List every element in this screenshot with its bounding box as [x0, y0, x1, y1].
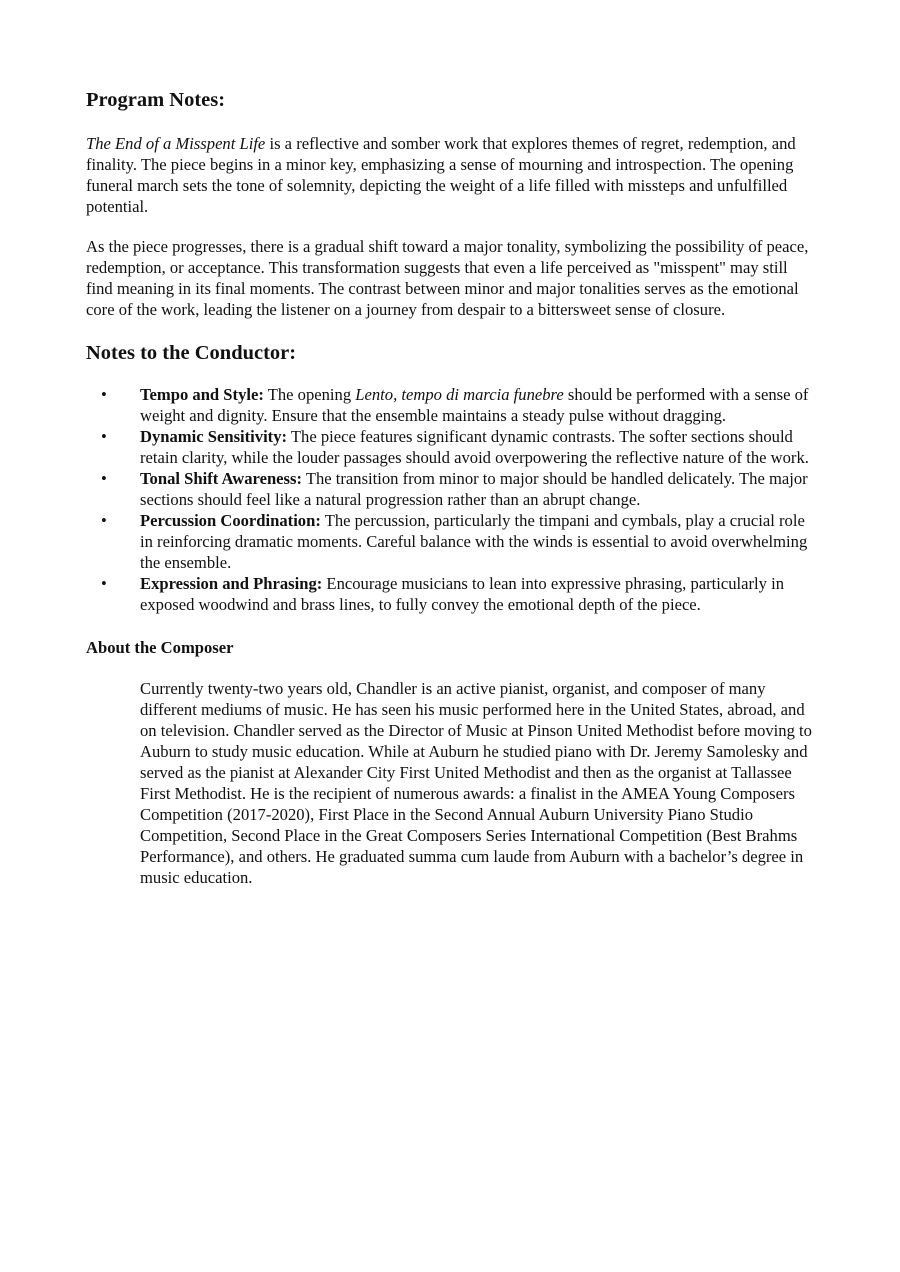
- paragraph-1-text: is a reflective and somber work that explores themes of regret, redemption, and finality. The piece begins in a minor key, emphasizing a sense of mourning and introspection. The opening funeral march sets the tone of solemnity, depicting the weight of a life filled with missteps and unfulfilled potential.: [86, 134, 796, 216]
- list-item-expression: [86, 573, 816, 615]
- list-item-percussion: [86, 510, 816, 573]
- list-item-term: Expression and Phrasing:: [140, 574, 323, 593]
- bullet-icon: •: [101, 469, 107, 488]
- list-item-text: Encourage musicians to lean into expressive phrasing, particularly in exposed woodwind and brass lines, to fully convey the emotional depth of the piece.: [140, 574, 785, 614]
- program-notes-paragraph-2: As the piece progresses, there is a gradual shift toward a major tonality, symbolizing the possibility of peace, redemption, or acceptance. This transformation suggests that even a life perceived as "misspent" may still find meaning in its final moments. The contrast between minor and major tonalities serves as the emotional core of the work, leading the listener on a journey from despair to a bittersweet sense of closure.: [86, 237, 809, 319]
- bullet-icon: •: [101, 574, 107, 593]
- conductor-notes-heading: Notes to the Conductor:: [86, 342, 297, 364]
- composer-bio: Currently twenty-two years old, Chandler is an active pianist, organist, and composer of many different mediums of music. He has seen his music performed here in the United States, abroad, and on television. Chandler served as the Director of Music at Pinson United Methodist before moving to Auburn to study music education. While at Auburn he studied piano with Dr. Jeremy Samolesky and served as the pianist at Alexander City First United Methodist and then as the organist at Tallassee First Methodist. He is the recipient of numerous awards: a finalist in the AMEA Young Composers Competition (2017-2020), First Place in the Second Annual Auburn University Piano Studio Competition, Second Place in the Great Composers Series International Competition (Best Brahms Performance), and others. He graduated summa cum laude from Auburn with a bachelor’s degree in music education.: [140, 679, 812, 887]
- conductor-notes-list: [86, 384, 816, 615]
- list-item-text: The piece features significant dynamic contrasts. The softer sections should retain clarity, while the louder passages should avoid overpowering the reflective nature of the work.: [140, 427, 809, 467]
- list-item-tempo-style: [86, 384, 816, 426]
- program-notes-heading: Program Notes:: [86, 89, 226, 111]
- program-notes-paragraph-1: [86, 133, 816, 217]
- list-item-tonal-shift: [86, 468, 816, 510]
- about-composer-heading: About the Composer: [86, 638, 234, 657]
- list-item-text: The opening: [263, 385, 356, 404]
- work-title: The End of a Misspent Life: [86, 134, 266, 153]
- list-item-term: Dynamic Sensitivity:: [140, 427, 288, 446]
- list-item-text: The transition from minor to major should be handled delicately. The major sections should feel like a natural progression rather than an abrupt change.: [140, 469, 808, 509]
- list-item-term: Tempo and Style:: [140, 385, 264, 404]
- list-item-text: The percussion, particularly the timpani and cymbals, play a crucial role in reinforcing dramatic moments. Careful balance with the winds is essential to avoid overwhelming the ensemble.: [140, 511, 808, 572]
- list-item-term: Tonal Shift Awareness:: [140, 469, 302, 488]
- list-item-text: should be performed with a sense of weight and dignity. Ensure that the ensemble maintains a steady pulse without dragging.: [140, 385, 809, 425]
- tempo-marking: Lento, tempo di marcia funebre: [355, 385, 564, 404]
- list-item-term: Percussion Coordination:: [140, 511, 321, 530]
- bullet-icon: •: [101, 385, 107, 404]
- document-page: [86, 86, 816, 888]
- list-item-dynamic-sensitivity: [86, 426, 816, 468]
- bullet-icon: •: [101, 427, 107, 446]
- bullet-icon: •: [101, 511, 107, 530]
